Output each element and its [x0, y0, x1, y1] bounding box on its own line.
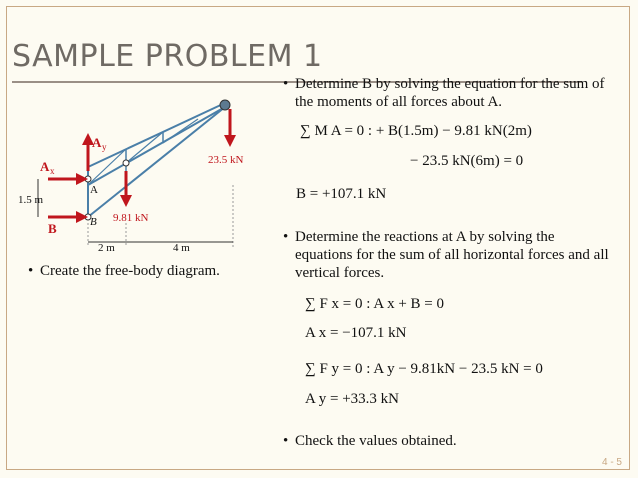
bullet-moments: • Determine B by solving the equation for the sum of the moments of all forces about A.	[283, 76, 605, 110]
slide-title: SAMPLE PROBLEM 1	[12, 39, 323, 74]
equation-fy-2: A y = +33.3 kN	[305, 391, 400, 407]
bullet-left: • Create the free-body diagram.	[28, 263, 220, 279]
label-Ax: A	[40, 159, 50, 174]
equation-fx-2: A x = −107.1 kN	[305, 325, 407, 341]
label-point-B: B	[90, 216, 97, 228]
label-dim2: 4 m	[173, 242, 190, 254]
equation-moment-2: − 23.5 kN(6m) = 0	[410, 153, 524, 169]
equation-fx-1: ∑ F x = 0 : A x + B = 0	[305, 296, 445, 312]
equation-fy-1: ∑ F y = 0 : A y − 9.81kN − 23.5 kN = 0	[305, 361, 543, 377]
bullet-check: • Check the values obtained.	[283, 433, 457, 449]
label-Ay: A	[92, 135, 102, 150]
free-body-diagram	[18, 95, 268, 255]
bullet-reactions: • Determine the reactions at A by solving the equations for the sum of all horizontal forces and all vertical forces.	[283, 229, 609, 281]
slide-number: 4 - 5	[601, 457, 622, 468]
label-Ax-sub: x	[50, 166, 55, 176]
label-load2: 23.5 kN	[208, 154, 244, 166]
label-point-A: A	[90, 184, 98, 196]
label-load1: 9.81 kN	[113, 212, 149, 224]
equation-moment-result: B = +107.1 kN	[296, 186, 387, 202]
label-dim1: 2 m	[98, 242, 115, 254]
label-Ay-sub: y	[102, 142, 107, 152]
label-force-B: B	[48, 221, 57, 236]
equation-moment-1: ∑ M A = 0 : + B(1.5m) − 9.81 kN(2m)	[300, 123, 532, 139]
label-height: 1.5 m	[18, 194, 44, 206]
